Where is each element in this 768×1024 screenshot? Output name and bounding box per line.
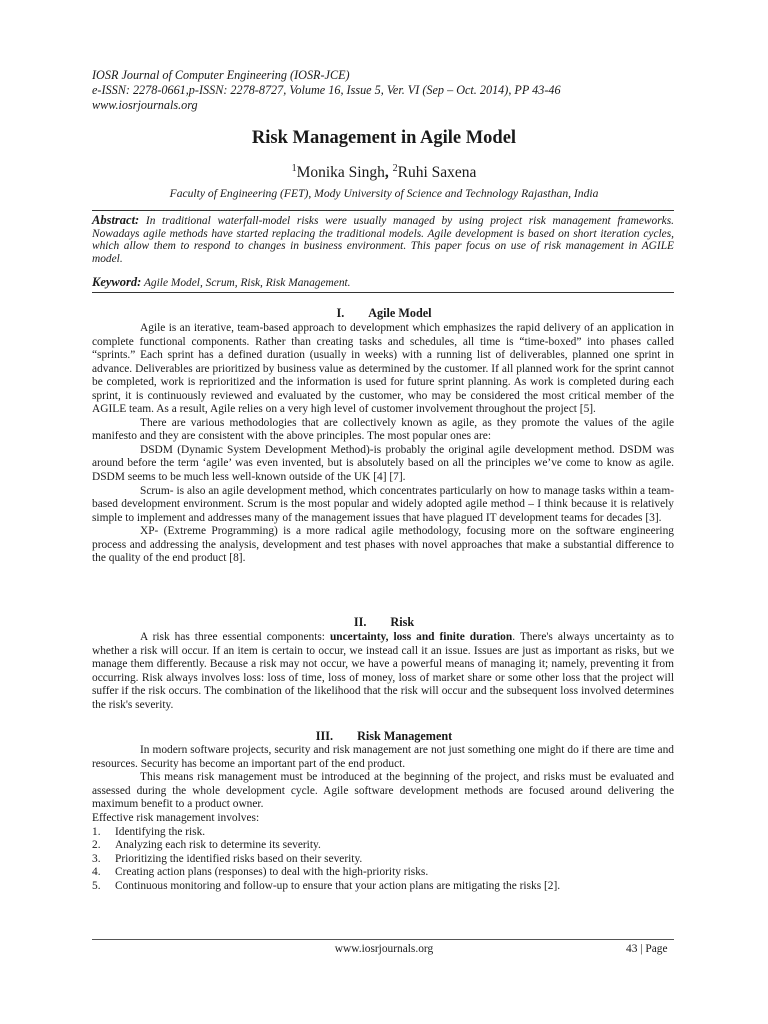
risk-intro-text: A risk has three essential components: [140,631,330,643]
section-3-paragraph: In modern software projects, security and risk management are not just something one might do if there are time and resources. Security has become an important part of the end product. [92,744,674,770]
author-separator: , [384,164,393,182]
author-1-name: Monika Singh [296,164,385,182]
list-item-text: Prioritizing the identified risks based on their severity. [115,852,363,865]
section-3-body [92,744,674,812]
list-item [92,866,674,880]
list-item-number: 3. [92,852,101,865]
list-item-text: Analyzing each risk to determine its severity. [115,839,321,852]
section-1-number: I. [336,306,345,320]
list-item-text: Identifying the risk. [115,825,206,838]
abstract-top-rule [92,210,674,211]
journal-website[interactable]: www.iosrjournals.org [92,98,198,112]
section-1-paragraph: DSDM (Dynamic System Development Method)-is probably the original agile development method. DSDM was around before the term ‘agile’ was even invented, but is absolutely based on all the principles we’ve come to know as agile. DSDM seems to be much less well-known outside of the UK [4] [7]. [92,443,674,484]
section-1-paragraph: Agile is an iterative, team-based approach to development which emphasizes the rapid delivery of an application in complete functional components. Rather than creating tasks and schedules, all time is “time-boxed” into phases called “sprints.” Each sprint has a defined duration (usually in weeks) with a running list of deliverables, planned one sprint in advance. Deliverables are prioritized by business value as determined by the customer. If all planned work for the sprint cannot be completed, work is reprioritized and the information is used for future sprint planning. As work is completed during each sprint, it is continuously reviewed and evaluated by the customer, who may be considered the most critical member of the AGILE team. As a result, Agile relies on a very high level of customer involvement throughout the project [5]. [92,322,674,416]
section-1-heading [0,306,768,321]
list-intro: Effective risk management involves: [92,812,260,824]
risk-explanation-text: . There's always uncertainty as to whether a risk will occur. If an item is certain to occur, we instead call it an issue. Issues are just as important as risks, but we manage them differently. Because a risk may not occur, we have a powerful means of managing it; namely, preventing it from occurring. Risk always involves loss: loss of time, loss of money, loss of market share or some other loss that the project will suffer if the risk occurs. The combination of the likelihood that the risk will occur and the subsequent loss involved determines the risk's severity. [92,631,674,711]
author-2-name: Ruhi Saxena [397,164,477,182]
section-2-number: II. [353,615,367,629]
section-2-paragraph [92,631,674,712]
risk-management-list [92,812,674,893]
author-1-affil-number: 1 [291,163,297,174]
list-item [92,826,674,840]
list-item-number: 2. [92,839,101,852]
list-item-number: 5. [92,879,101,892]
section-3-title: Risk Management [357,729,453,743]
section-1-paragraph: XP- (Extreme Programming) is a more radical agile methodology, focusing more on the software engineering process and addressing the analysis, development and test phases with novel approaches that make a substantial difference to the quality of the end product [8]. [92,525,674,565]
abstract-label: Abstract: [92,213,140,227]
section-1-paragraph: There are various methodologies that are collectively known as agile, as they promote the values of the agile manifesto and they are consistent with the above principles. The most popular ones are: [92,416,674,443]
section-2-heading [0,615,768,630]
paper-title: Risk Management in Agile Model [251,128,517,148]
section-1-paragraph: Scrum- is also an agile development method, which concentrates particularly on how to manage tasks within a team-based development environment. Scrum is the most popular and widely adopted agile method – I think because it is relatively simple to implement and addresses many of the management issues that have plagued IT development teams for decades [3]. [92,484,674,524]
list-item [92,880,674,894]
keyword-label: Keyword: [92,275,142,289]
journal-header [92,68,561,113]
author-line [0,163,768,182]
section-1-title: Agile Model [368,306,432,320]
list-item-number: 1. [92,825,101,838]
risk-components-emphasis: uncertainty, loss and finite duration [329,631,513,643]
journal-name: IOSR Journal of Computer Engineering (IOSR-JCE) [92,68,350,82]
keywords [92,276,674,290]
list-item-number: 4. [92,866,101,879]
section-2-title: Risk [390,615,415,629]
footer-rule [92,939,674,940]
footer-website[interactable]: www.iosrjournals.org [334,943,434,955]
keyword-text: Agile Model, Scrum, Risk, Risk Management. [143,277,351,289]
section-3-heading [0,729,768,744]
abstract-bottom-rule [92,292,674,293]
journal-issn: e-ISSN: 2278-0661,p-ISSN: 2278-8727, Volume 16, Issue 5, Ver. VI (Sep – Oct. 2014), PP 43-46 [92,83,561,97]
abstract [92,214,674,266]
section-1-body [92,322,674,566]
section-2-body [92,631,674,712]
page-number: 43 | Page [626,943,668,955]
author-2-affil-number: 2 [392,163,398,174]
list-item [92,839,674,853]
list-item-text: Continuous monitoring and follow-up to ensure that your action plans are mitigating the risks [2]. [115,879,561,892]
section-3-paragraph: This means risk management must be introduced at the beginning of the project, and risks must be evaluated and assessed during the whole development cycle. Agile software development methods are focused around delivering the maximum benefit to a product owner. [92,771,674,811]
section-3-number: III. [315,729,334,743]
list-item [92,853,674,867]
abstract-text: In traditional waterfall-model risks were usually managed by using project risk management frameworks. Nowadays agile methods have started replacing the traditional models. Agile development is based on short iteration cycles, which allow them to respond to changes in business environment. This paper focus on use of risk management in AGILE model. [92,215,674,266]
list-item-text: Creating action plans (responses) to deal with the high-priority risks. [115,866,429,879]
affiliation: Faculty of Engineering (FET), Mody University of Science and Technology Rajasthan, India [169,187,599,200]
